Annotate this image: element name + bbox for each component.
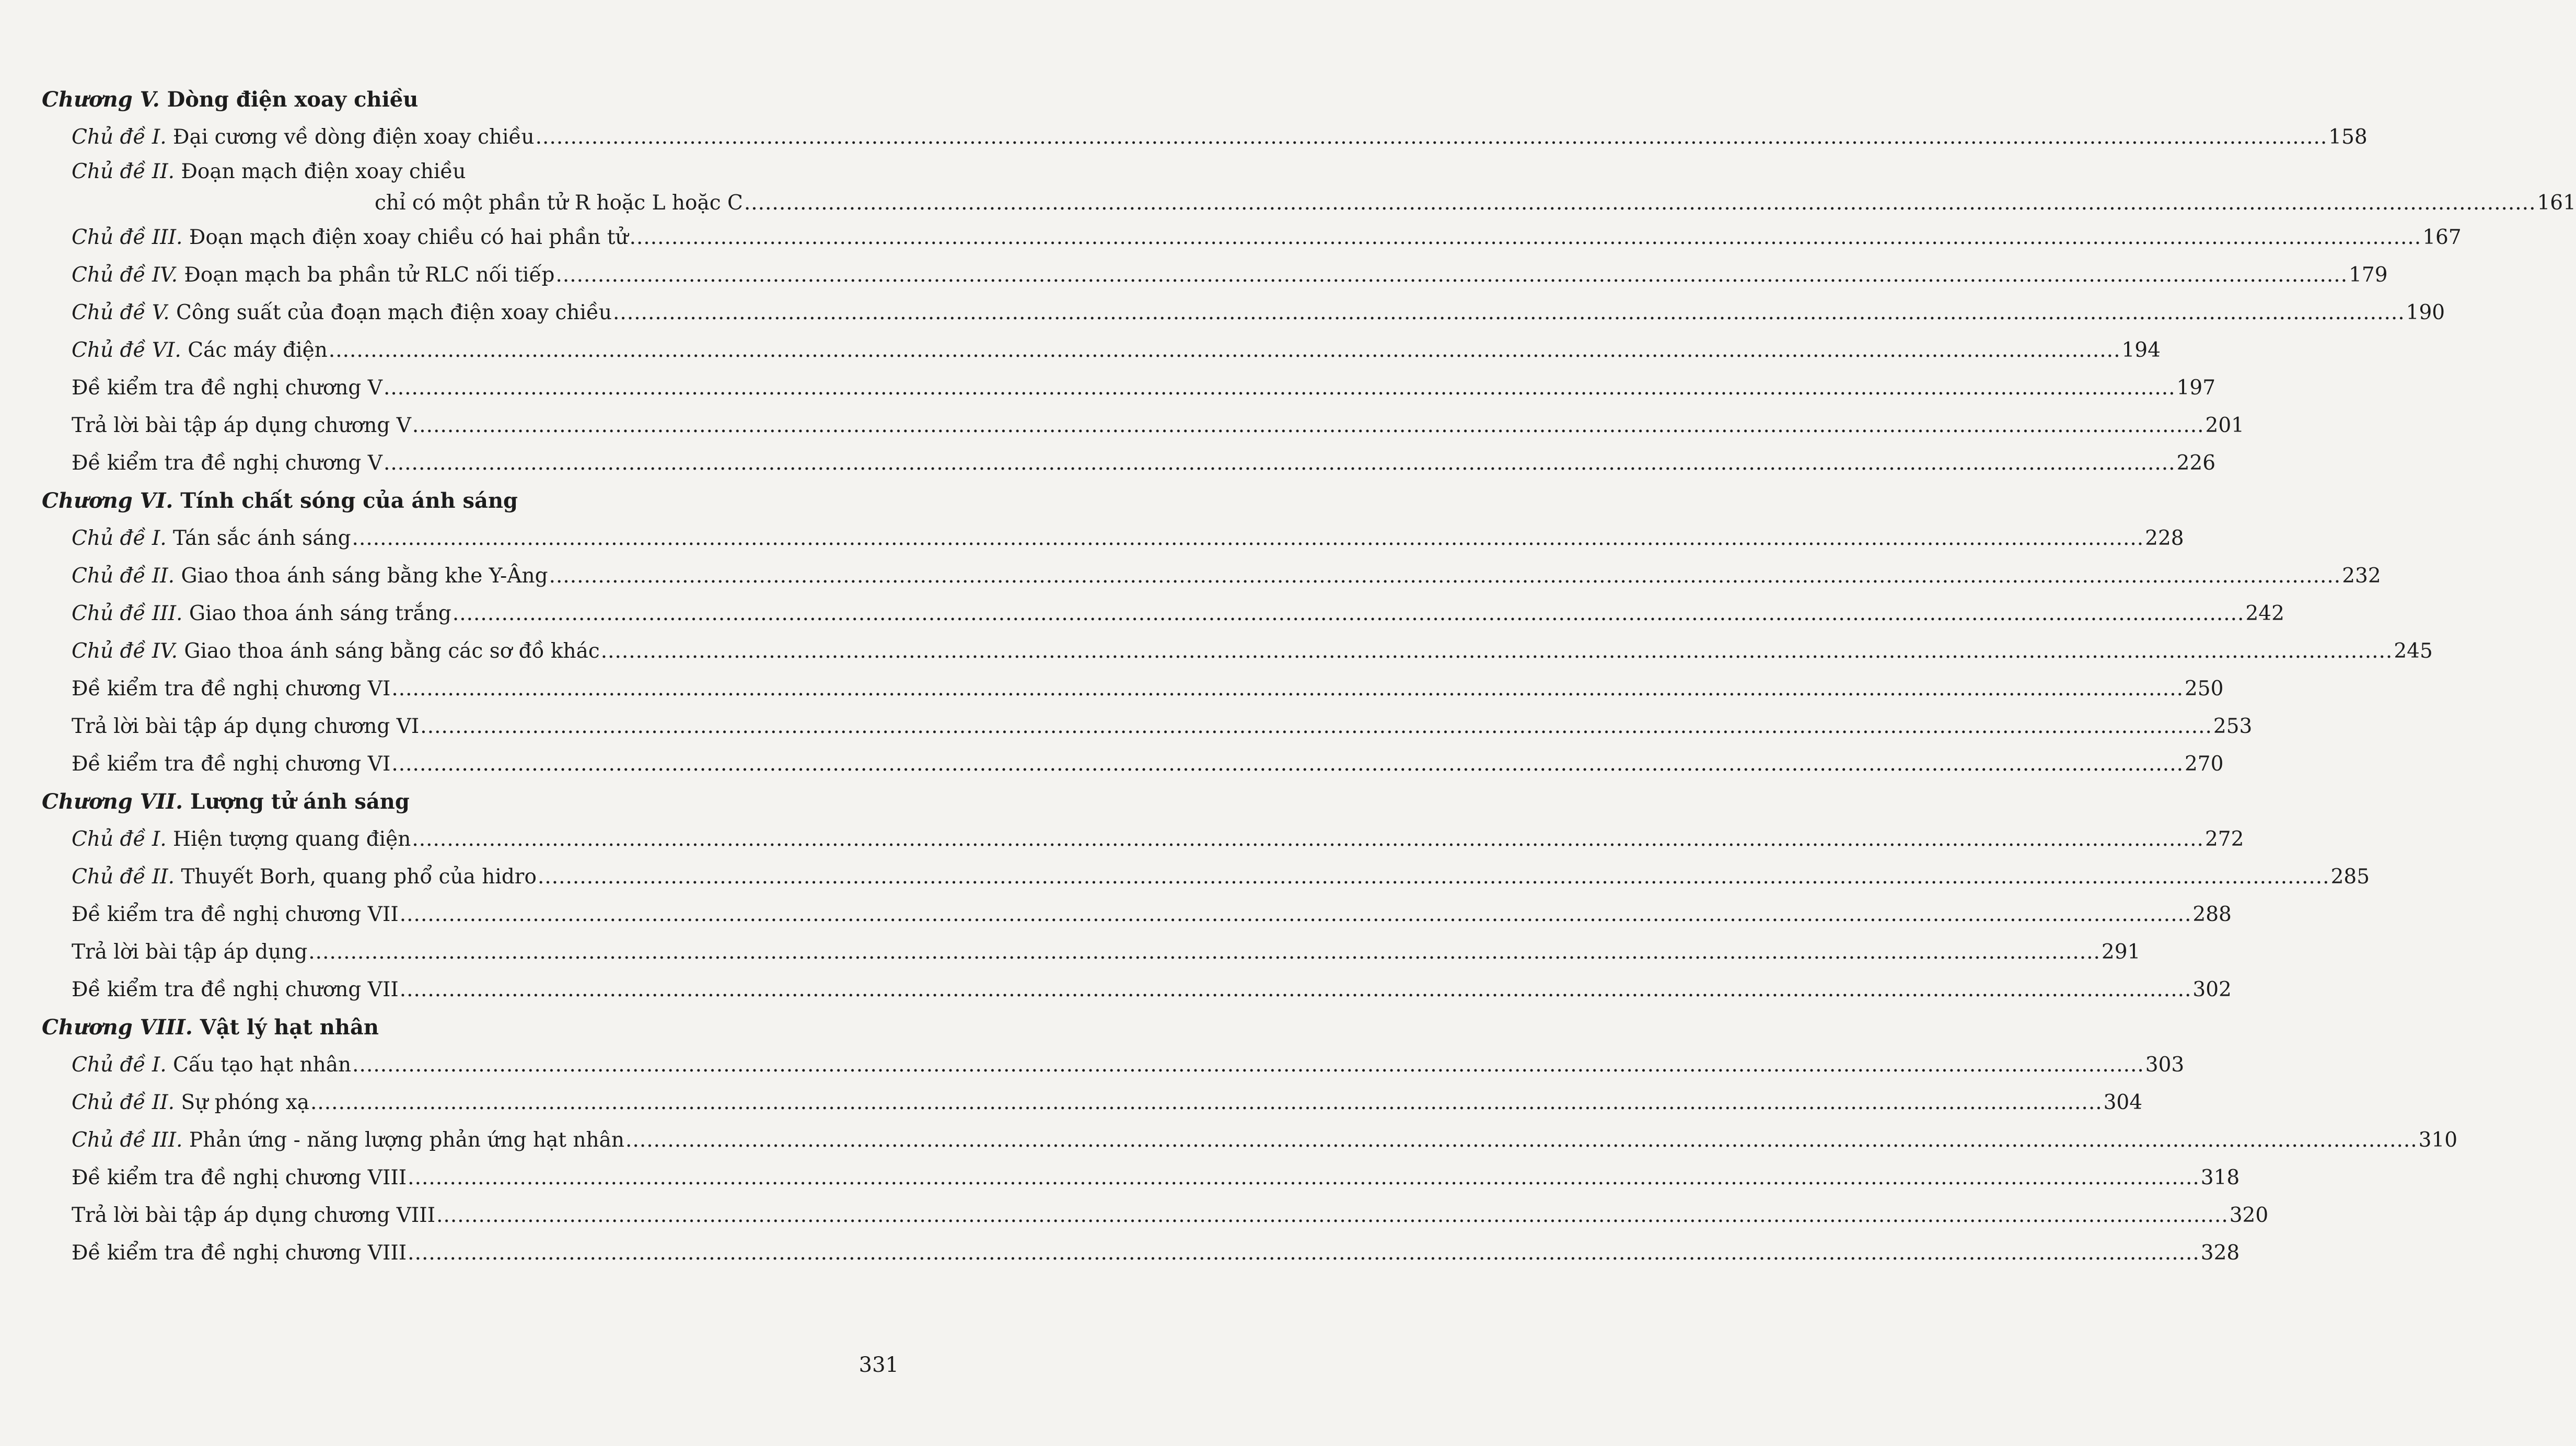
dot-leader [384,369,2176,407]
entry-topic: Chủ đề I. [72,827,167,851]
entry-topic: Chủ đề I. [72,527,167,550]
entry-title: Đề kiểm tra đề nghị chương V [72,451,382,475]
entry-page: 194 [2121,339,2161,362]
entry-title: Đề kiểm tra đề nghị chương VIII [72,1166,407,1190]
entry-page: 291 [2101,940,2141,964]
chapter-label: Chương V. [42,87,160,112]
toc-entry [72,708,2253,745]
dot-leader [412,407,2204,445]
entry-page: 272 [2204,827,2244,851]
entry-page: 197 [2176,376,2216,400]
entry-page: 288 [2192,903,2232,926]
entry-page: 179 [2349,263,2388,287]
chapter-heading [42,783,904,821]
dot-leader [408,1159,2200,1197]
chapter-label: Chương VIII. [42,1015,193,1040]
dot-leader [412,821,2204,858]
toc-entry [72,971,2232,1009]
entry-title: Đề kiểm tra đề nghị chương VIII [72,1241,407,1265]
toc-entry [72,256,2388,294]
chapter-heading [42,1009,904,1046]
entry-title: Các máy điện [188,339,328,362]
entry-title: Sự phóng xạ [181,1091,309,1114]
entry-page: 201 [2205,414,2244,437]
entry-title: Trả lời bài tập áp dụng [72,940,308,964]
toc-entry [72,445,2216,482]
entry-title: Trả lời bài tập áp dụng chương VI [72,715,420,738]
entry-page: 285 [2330,865,2370,889]
entry-title: Trả lời bài tập áp dụng chương VIII [72,1204,436,1227]
entry-title: Thuyết Borh, quang phổ của hidro [181,865,537,889]
dot-leader [601,633,2393,670]
dot-leader [536,119,2328,156]
entry-topic: Chủ đề III. [72,1128,183,1152]
dot-leader [384,445,2176,482]
table-of-contents [42,81,2576,1272]
entry-topic: Chủ đề III. [72,602,183,625]
dot-leader [452,595,2245,633]
entry-title: Đại cương về dòng điện xoay chiều [173,125,535,149]
entry-title: Giao thoa ánh sáng bằng các sơ đồ khác [184,639,600,663]
toc-entry [72,119,2368,156]
entry-title: Giao thoa ánh sáng bằng khe Y-Âng [181,564,548,588]
entry-title-continued: chỉ có một phần tử R hoặc L hoặc C [375,191,743,215]
entry-topic: Chủ đề VI. [72,339,181,362]
toc-entry [72,633,2433,670]
entry-page: 253 [2213,715,2253,738]
entry-topic: Chủ đề II. [72,564,175,588]
toc-entry [72,1197,2269,1234]
toc-entry [72,156,2576,219]
toc-entry [72,934,2141,971]
dot-leader [630,219,2422,256]
entry-page: 310 [2418,1128,2458,1152]
entry-page: 320 [2229,1204,2269,1227]
toc-entry [72,219,2462,256]
dot-leader [420,708,2212,745]
toc-entry [72,1234,2240,1272]
chapter-label: Chương VII. [42,789,183,814]
dot-leader [352,1046,2144,1084]
toc-entry [72,896,2232,934]
chapter-title: Vật lý hạt nhân [200,1015,379,1040]
dot-leader [555,256,2348,294]
entry-page: 161 [2537,191,2576,215]
entry-page: 242 [2245,602,2284,625]
dot-leader [400,896,2192,934]
toc-entry [72,1159,2240,1197]
chapter-title: Lượng tử ánh sáng [190,789,410,814]
entry-page: 328 [2200,1241,2240,1265]
entry-title: Đoạn mạch điện xoay chiều [181,160,466,183]
entry-title: Đề kiểm tra đề nghị chương VI [72,677,391,701]
dot-leader [391,670,2184,708]
entry-topic: Chủ đề III. [72,226,183,249]
entry-title: Hiện tượng quang điện [173,827,411,851]
toc-entry [72,745,2224,783]
chapter-heading [42,482,904,520]
entry-topic: Chủ đề IV. [72,263,178,287]
entry-title: Cấu tạo hạt nhân [173,1053,352,1077]
dot-leader [329,332,2121,369]
dot-leader [308,934,2101,971]
entry-title: Phản ứng - năng lượng phản ứng hạt nhân [189,1128,625,1152]
toc-entry [72,595,2284,633]
toc-entry [72,332,2161,369]
dot-leader [310,1084,2103,1122]
entry-topic: Chủ đề V. [72,301,170,324]
entry-page: 232 [2342,564,2381,588]
entry-topic: Chủ đề I. [72,125,167,149]
dot-leader [549,557,2341,595]
entry-page: 228 [2145,527,2184,550]
dot-leader [744,188,2536,219]
entry-title: Đoạn mạch ba phần tử RLC nối tiếp [184,263,555,287]
entry-page: 167 [2422,226,2462,249]
entry-title: Trả lời bài tập áp dụng chương V [72,414,411,437]
toc-entry [72,1046,2185,1084]
entry-page: 190 [2406,301,2445,324]
dot-leader [538,858,2330,896]
entry-topic: Chủ đề II. [72,1091,175,1114]
entry-title: Đề kiểm tra đề nghị chương VI [72,752,391,776]
entry-title: Đề kiểm tra đề nghị chương VII [72,978,399,1001]
entry-page: 250 [2184,677,2224,701]
entry-title: Giao thoa ánh sáng trắng [189,602,451,625]
entry-page: 303 [2145,1053,2185,1077]
dot-leader [625,1122,2418,1159]
dot-leader [352,520,2144,557]
toc-entry [72,294,2445,332]
toc-entry [72,520,2184,557]
toc-entry [72,557,2381,595]
toc-entry [72,821,2244,858]
entry-page: 226 [2176,451,2216,475]
toc-entry [72,369,2216,407]
toc-entry [72,1122,2458,1159]
entry-topic: Chủ đề II. [72,160,175,183]
entry-page: 270 [2184,752,2224,776]
toc-entry [72,1084,2143,1122]
entry-page: 245 [2394,639,2433,663]
dot-leader [391,745,2184,783]
entry-title: Đề kiểm tra đề nghị chương V [72,376,382,400]
entry-title: Đề kiểm tra đề nghị chương VII [72,903,399,926]
chapter-label: Chương VI. [42,488,173,513]
dot-leader [436,1197,2229,1234]
entry-title: Công suất của đoạn mạch điện xoay chiều [176,301,612,324]
entry-first-line [72,156,466,188]
chapter-heading [42,81,904,119]
page-number: 331 [858,1353,899,1377]
chapter-title: Tính chất sóng của ánh sáng [180,488,518,513]
entry-title: Đoạn mạch điện xoay chiều có hai phần tử [189,226,629,249]
entry-page: 304 [2103,1091,2143,1114]
dot-leader [408,1234,2200,1272]
dot-leader [400,971,2192,1009]
entry-topic: Chủ đề II. [72,865,175,889]
toc-entry [72,670,2224,708]
entry-page: 158 [2328,125,2368,149]
chapter-title: Dòng điện xoay chiều [167,87,419,112]
toc-entry [72,407,2244,445]
entry-title: Tán sắc ánh sáng [173,527,351,550]
entry-page: 318 [2200,1166,2240,1190]
entry-page: 302 [2192,978,2232,1001]
entry-topic: Chủ đề IV. [72,639,178,663]
dot-leader [613,294,2405,332]
toc-entry [72,858,2370,896]
entry-topic: Chủ đề I. [72,1053,167,1077]
